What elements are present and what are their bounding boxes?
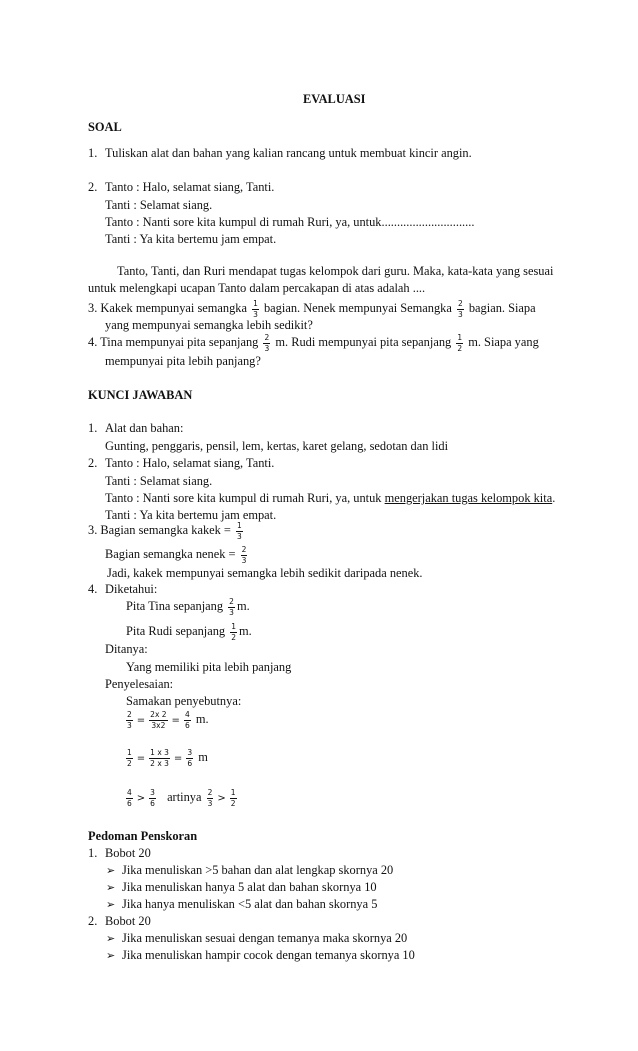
arrow-bullet-icon: ➢ bbox=[106, 933, 116, 945]
kunci-a1-number: 1. bbox=[88, 421, 98, 435]
kunci-a3-line bbox=[105, 540, 249, 568]
kunci-a3-text: Bagian semangka kakek = bbox=[100, 523, 231, 537]
soal-q2-line: Tanto : Nanti sore kita kumpul di rumah Ruri, ya, untuk.............................. bbox=[105, 215, 475, 229]
kunci-a4-tina bbox=[126, 592, 250, 620]
kunci-a4-rudi bbox=[126, 617, 252, 645]
page-title: EVALUASI bbox=[303, 92, 366, 106]
kunci-a4-text: Pita Tina sepanjang bbox=[126, 599, 224, 613]
kunci-a2-line bbox=[105, 491, 555, 507]
soal-q2-line: Tanti : Ya kita bertemu jam empat. bbox=[105, 232, 277, 246]
equation-3 bbox=[124, 782, 239, 814]
soal-q2-paragraph: untuk melengkapi ucapan Tanto dalam percakapan di atas adalah .... bbox=[88, 281, 426, 295]
fraction: $\frac{4}{6}$ bbox=[127, 788, 132, 808]
soal-q3-text: bagian. Nenek mempunyai Semangka bbox=[263, 301, 452, 315]
unit-text: m. bbox=[236, 599, 250, 613]
equation-2 bbox=[124, 742, 208, 774]
equals-sign: = bbox=[173, 753, 183, 764]
fraction: $\frac{1 x 3}{2 x 3}$ bbox=[150, 748, 169, 768]
fraction-2-3: $\frac{2}{3}$ bbox=[457, 299, 463, 319]
fraction-1-3: $\frac{1}{3}$ bbox=[253, 299, 258, 319]
kunci-a3-text: Bagian semangka nenek = bbox=[105, 547, 236, 561]
arrow-bullet-icon: ➢ bbox=[106, 865, 116, 877]
unit-text: m. bbox=[239, 624, 252, 638]
kunci-a3-conclusion: Jadi, kakek mempunyai semangka lebih sedikit daripada nenek. bbox=[107, 566, 423, 580]
kunci-heading: KUNCI JAWABAN bbox=[88, 388, 193, 402]
soal-q1-number: 1. bbox=[88, 146, 98, 160]
kunci-a4-text: Pita Rudi sepanjang bbox=[126, 624, 226, 638]
pedoman-b1-item: ➢ Jika menuliskan >5 bahan dan alat lengkap skornya 20 bbox=[106, 863, 394, 877]
fraction: $\frac{4}{6}$ bbox=[184, 710, 190, 730]
kunci-a4-samakan: Samakan penyebutnya: bbox=[126, 694, 242, 708]
kunci-a3-number: 3. bbox=[88, 523, 98, 537]
soal-q2-line: Tanti : Selamat siang. bbox=[105, 198, 213, 212]
arrow-bullet-icon: ➢ bbox=[106, 899, 116, 911]
soal-q4-line bbox=[88, 328, 539, 356]
kunci-a1-line: Gunting, penggaris, pensil, lem, kertas, karet gelang, sedotan dan lidi bbox=[105, 439, 449, 453]
kunci-a2-line: Tanto : Halo, selamat siang, Tanti. bbox=[105, 456, 275, 470]
pedoman-b1-item: ➢ Jika hanya menuliskan <5 alat dan bahan skornya 5 bbox=[106, 897, 378, 911]
soal-q2-paragraph: Tanto, Tanti, dan Ruri mendapat tugas kelompok dari guru. Maka, kata-kata yang sesuai bbox=[117, 264, 554, 278]
fraction: $\frac{3}{6}$ bbox=[187, 748, 193, 768]
pedoman-b2-item: ➢ Jika menuliskan hampir cocok dengan temanya skornya 10 bbox=[106, 948, 415, 962]
soal-q1-text: Tuliskan alat dan bahan yang kalian rancang untuk membuat kincir angin. bbox=[105, 146, 472, 160]
fraction: $\frac{2}{3}$ bbox=[207, 788, 213, 808]
unit-text: m bbox=[198, 750, 208, 764]
kunci-a2-text: Tanto : Nanti sore kita kumpul di rumah Ruri, ya, untuk bbox=[105, 491, 382, 505]
pedoman-b1-label: Bobot 20 bbox=[105, 846, 151, 860]
pedoman-b2-item: ➢ Jika menuliskan sesuai dengan temanya maka skornya 20 bbox=[106, 931, 408, 945]
fraction-2-3: $\frac{2}{3}$ bbox=[229, 597, 234, 617]
kunci-a4-number: 4. bbox=[88, 582, 98, 596]
greater-than-sign: > bbox=[136, 793, 146, 804]
pedoman-b2-number: 2. bbox=[88, 914, 98, 928]
kunci-a2-number: 2. bbox=[88, 456, 98, 470]
soal-q4-number: 4. bbox=[88, 335, 98, 349]
fraction: $\frac{1}{2}$ bbox=[127, 748, 132, 768]
soal-q2-number: 2. bbox=[88, 180, 98, 194]
equals-sign: = bbox=[136, 715, 146, 726]
soal-q2-line: Tanto : Halo, selamat siang, Tanti. bbox=[105, 180, 275, 194]
fraction: $\frac{3}{6}$ bbox=[150, 788, 155, 808]
fraction-1-3: $\frac{1}{3}$ bbox=[237, 521, 242, 541]
soal-q4-text: m. Siapa yang bbox=[468, 335, 539, 349]
equals-sign: = bbox=[171, 715, 180, 726]
kunci-a2-period: . bbox=[552, 491, 556, 505]
pedoman-b2-label: Bobot 20 bbox=[105, 914, 151, 928]
kunci-a4-diketahui: Diketahui: bbox=[105, 582, 158, 596]
fraction: $\frac{2x 2}{3x2}$ bbox=[150, 710, 167, 730]
pedoman-heading: Pedoman Penskoran bbox=[88, 829, 198, 843]
fraction-2-3: $\frac{2}{3}$ bbox=[264, 333, 270, 353]
equals-sign: = bbox=[136, 753, 146, 764]
kunci-a2-answer: mengerjakan tugas kelompok kita bbox=[384, 491, 553, 505]
pedoman-b1-item: ➢ Jika menuliskan hanya 5 alat dan bahan skornya 10 bbox=[106, 880, 377, 894]
arrow-bullet-icon: ➢ bbox=[106, 882, 116, 894]
greater-than-sign: > bbox=[217, 793, 226, 804]
arrow-bullet-icon: ➢ bbox=[106, 950, 116, 962]
soal-q3-text: bagian. Siapa bbox=[468, 301, 536, 315]
kunci-a2-line: Tanti : Selamat siang. bbox=[105, 474, 213, 488]
soal-heading: SOAL bbox=[88, 120, 122, 134]
fraction-1-2: $\frac{1}{2}$ bbox=[457, 333, 463, 353]
soal-q3-number: 3. bbox=[88, 301, 98, 315]
soal-q3-line2: yang mempunyai semangka lebih sedikit? bbox=[105, 318, 313, 332]
fraction-1-2: $\frac{1}{2}$ bbox=[231, 622, 237, 642]
kunci-a4-penyelesaian: Penyelesaian: bbox=[105, 677, 174, 691]
fraction-2-3: $\frac{2}{3}$ bbox=[241, 545, 247, 565]
kunci-a4-ditanya: Ditanya: bbox=[105, 642, 148, 656]
soal-q4-text: Tina mempunyai pita sepanjang bbox=[100, 335, 259, 349]
fraction: $\frac{2}{3}$ bbox=[127, 710, 132, 730]
soal-q4-line2: mempunyai pita lebih panjang? bbox=[105, 354, 261, 368]
unit-text: m. bbox=[195, 712, 209, 726]
kunci-a2-line: Tanti : Ya kita bertemu jam empat. bbox=[105, 508, 277, 522]
kunci-a1-line: Alat dan bahan: bbox=[105, 421, 184, 435]
fraction: $\frac{1}{2}$ bbox=[230, 788, 236, 808]
pedoman-b1-number: 1. bbox=[88, 846, 98, 860]
equation-1 bbox=[124, 704, 209, 736]
kunci-a4-ditanya-text: Yang memiliki pita lebih panjang bbox=[126, 660, 292, 674]
artinya-text: artinya bbox=[167, 790, 202, 804]
soal-q4-text: m. Rudi mempunyai pita sepanjang bbox=[275, 335, 452, 349]
soal-q3-text: Kakek mempunyai semangka bbox=[100, 301, 247, 315]
